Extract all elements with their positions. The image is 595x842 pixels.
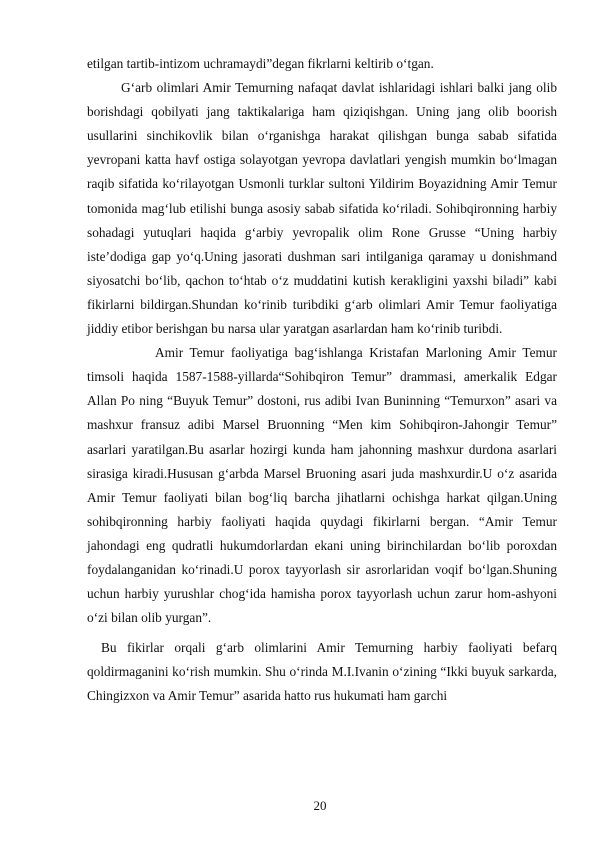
paragraph-3: Amir Temur faoliyatiga bag‘ishlanga Kristafan Marloning Amir Temur timsoli haqida 1587-1588-yillarda“Sohibqiron Temur” drammasi, amerkalik Edgar Allan Po ning “Buyuk Temur” dostoni, rus adibi Ivan Buninning “Temurxon” asari va mashxur fransuz adibi Marsel Bruonning “Men kim Sohibqiron-Jahongir Temur” asarlari yaratilgan.Bu asarlar hozirgi kunda ham jahonning mashxur durdona asarlari sirasiga kiradi.Hususan g‘arbda Marsel Bruoning asari juda mashxurdir.U o‘z asarida Amir Temur faoliyati bilan bog‘liq barcha jihatlarni ochishga harkat qilgan.Uning sohibqironning harbiy faoliyati haqida quydagi fikirlarni bergan. “Amir Temur jahondagi eng qudratli hukumdorlardan ekani uning birinchilardan bo‘lib poroxdan foydalanganidan ko‘rinadi.U porox tayyorlash sir asrorlaridan voqif bo‘lgan.Shuning uchun harbiy yurushlar chog‘ida hamisha porox tayyorlash uchun zarur hom-ashyoni o‘zi bilan olib yurgan”. [87,345,557,626]
paragraph-1: etilgan tartib-intizom uchramaydi”degan fikrlarni keltirib o‘tgan. [87,56,434,71]
paragraph-2: G‘arb olimlari Amir Temurning nafaqat davlat ishlaridagi ishlari balki jang olib borishdagi qobilyati jang taktikalariga ham qiziqishgan. Uning jang olib boorish usullarini sinchikovlik bilan o‘rganishga harakat qilishgan bunga sabab sifatida yevropani katta havf ostiga solayotgan yevropa davlatlari yengish mumkin bo‘lmagan raqib sifatida ko‘rilayotgan Usmonli turklar sultoni Yildirim Boyazidning Amir Temur tomonida mag‘lub etilishi bunga asosiy sabab sifatida ko‘riladi. Sohibqironning harbiy sohadagi yutuqlari haqida g‘arbiy yevropalik olim Rone Grusse “Uning harbiy iste’dodiga gap yo‘q.Uning jasorati dushman sari intilganiga qaramay u donishmand siyosatchi bo‘lib, qachon to‘htab o‘z muddatini kutish kerakligini yaxshi biladi” kabi fikirlarni bildirgan.Shundan ko‘rinib turibdiki g‘arb olimlari Amir Temur faoliyatiga jiddiy etibor berishgan bu narsa ular yaratgan asarlardan ham ko‘rinib turibdi. [87,80,557,337]
paragraph-4: Bu fikirlar orqali g‘arb olimlarini Amir Temurning harbiy faoliyati befarq qoldirmaganini ko‘rish mumkin. Shu o‘rinda M.I.Ivanin o‘zining “Ikki buyuk sarkarda, Chingizxon va Amir Temur” asarida hatto rus hukumati ham garchi [87,640,557,704]
page-number: 20 [313,798,327,813]
page-body [87,52,557,709]
